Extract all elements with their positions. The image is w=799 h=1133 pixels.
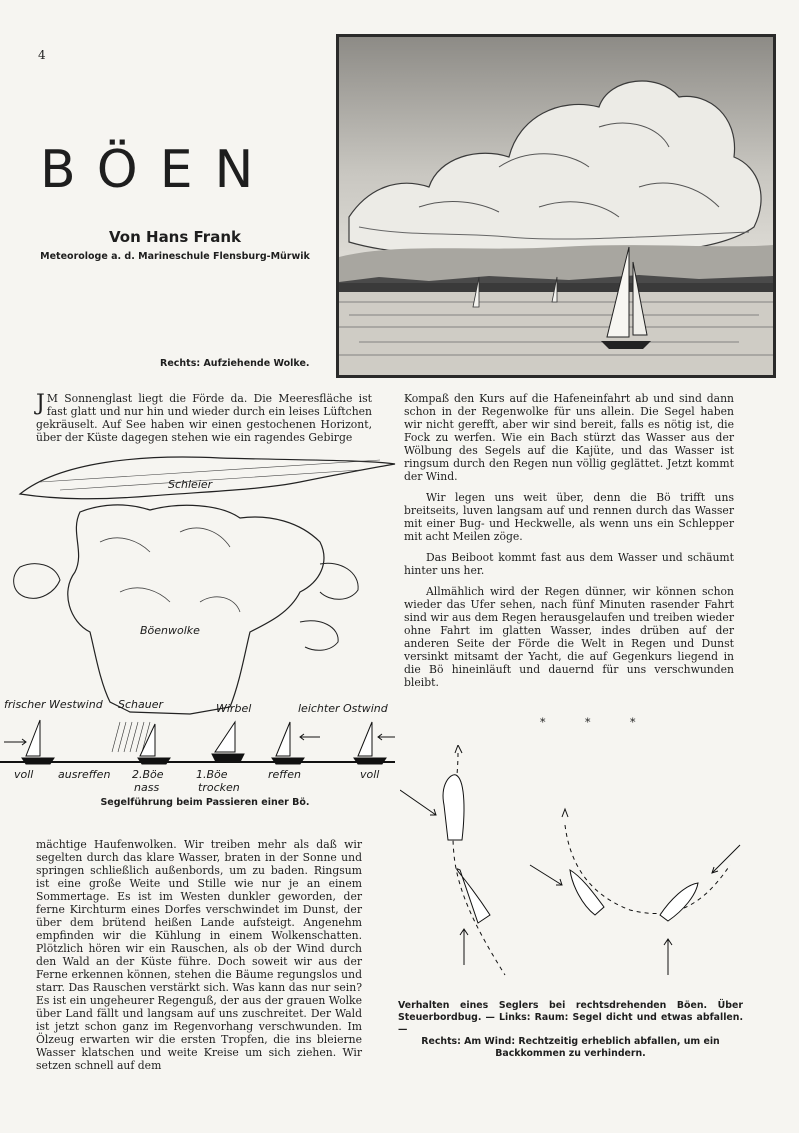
label-voll-right: voll — [360, 768, 380, 781]
boat-left-1 — [443, 775, 464, 840]
intro-paragraph: M Sonnenglast liegt die Förde da. Die Meeresfläche ist fast glatt und nur hin und wieder durch ein leises Lüftchen gekräuselt. Auf See haben wir einen gestochenen Horizont, über der Küste dagegen stehen wie ein ragendes Gebirge — [36, 392, 372, 444]
cloud-painting-art — [339, 37, 773, 375]
boat-right-2 — [660, 883, 698, 921]
boat-reffen — [276, 722, 290, 756]
label-ausreffen: ausreffen — [58, 768, 111, 781]
label-nass: nass — [134, 781, 160, 794]
label-wirbel: Wirbel — [216, 702, 252, 715]
paragraph-wir-legen: Wir legen uns weit über, denn die Bö trifft uns breitseits, luven langsam auf und rennen durch das Wasser mit einer Bug- und Heckwelle, als wenn uns ein Schlepper mit acht Meilen zöge. — [404, 491, 734, 543]
label-boe2: 2.Böe — [132, 768, 164, 781]
article-text-intro — [36, 392, 372, 444]
cloud-painting — [336, 34, 776, 378]
boat-voll-left — [26, 720, 40, 756]
page-number: 4 — [38, 48, 46, 62]
painting-caption: Rechts: Aufziehende Wolke. — [160, 358, 310, 369]
diagram2-caption — [398, 1000, 743, 1060]
sailing-manoeuvre-diagram — [400, 745, 780, 985]
caption2-line1: Verhalten eines Seglers bei rechtsdrehenden Böen. Über Steuerbordbug. — Links: Raum: Segel dicht und etwas abfallen. — — [398, 1000, 743, 1035]
article-title: BÖEN — [40, 140, 276, 200]
label-schleier: Schleier — [168, 478, 213, 491]
label-boenwolke: Böenwolke — [140, 624, 200, 637]
drop-cap: J — [36, 391, 45, 416]
caption2-line2: Rechts: Am Wind: Rechtzeitig erheblich abfallen, um ein Backkommen zu verhindern. — [421, 1036, 720, 1059]
article-text-continued: mächtige Haufenwolken. Wir treiben mehr als daß wir segelten durch das klare Wasser, braten in der Sonne und springen schließlich außenbords, um zu baden. Ringsum ist eine große Weite und Stille wie nur je an einem Sommertage. Es ist im Westen dunkler geworden, der ferne Kirchturm eines Dorfes verschwindet im Dunst, der über dem brütend heißen Lande aufsteigt. Angenehm empfinden wir die Kühlung in einem Wolkenschatten. Plötzlich hören wir ein Rauschen, als ob der Wind durch den Wald an der Küste führe. Doch soweit wir aus der Ferne erkennen können, stehen die Bäume regungslos und starr. Das Rauschen verstärkt sich. Was kann das nur sein? Es ist ein ungeheurer Regenguß, der aus der grauen Wolke über Land fällt und langsam auf uns zuschreitet. Der Wald ist jetzt schon ganz im Regenvorhang verschwunden. Im Ölzeug erwarten wir die ersten Tropfen, die ins bleierne Wasser klatschen und weite Kreise um sich ziehen. Wir setzen schnell auf dem — [36, 838, 362, 1072]
label-boe1: 1.Böe — [196, 768, 228, 781]
label-schauer: Schauer — [118, 698, 164, 711]
wind-arrows — [4, 734, 395, 745]
paragraph-allmaehlich: Allmählich wird der Regen dünner, wir können schon wieder das Ufer sehen, nach fünf Minuten rasender Fahrt sind wir aus dem Regen herausgelaufen und treiben wieder ohne Fahrt im glatten Wasser, indes drüben auf der anderen Seite der Förde die Welt in Regen und Dunst versinkt mitsamt der Yacht, die auf Gegenkurs liegend in die Bö hineinläuft und dauernd für uns verschwunden bleibt. — [404, 585, 734, 689]
section-break-stars: * * * — [540, 716, 654, 729]
squall-diagram — [0, 452, 400, 798]
article-text-right-column — [404, 392, 734, 697]
boat-voll-right — [358, 722, 372, 756]
label-voll-left: voll — [14, 768, 34, 781]
label-reffen: reffen — [268, 768, 301, 781]
diagram1-caption: Segelführung beim Passieren einer Bö. — [100, 797, 310, 808]
label-leichter-ostwind: leichter Ostwind — [298, 702, 388, 715]
label-frischer-westwind: frischer Westwind — [4, 698, 103, 711]
boat-left-2 — [457, 869, 490, 923]
label-trocken: trocken — [198, 781, 240, 794]
paragraph-beiboot: Das Beiboot kommt fast aus dem Wasser und schäumt hinter uns her. — [404, 551, 734, 577]
cumulonimbus-outline — [68, 505, 324, 714]
author-line: Von Hans Frank — [109, 228, 241, 246]
paragraph-kompass: Kompaß den Kurs auf die Hafeneinfahrt ab und sind dann schon in der Regenwolke für uns allein. Die Segel haben wir nicht gerefft, aber wir sind bereit, falls es nötig ist, die Fock zu werfen. Wie ein Bach stürzt das Wasser aus der Wölbung des Segels auf die Kajüte, und das Wasser ist ringsum durch den Regen nun völlig geglättet. Jetzt kommt der Wind. — [404, 392, 734, 483]
author-affiliation: Meteorologe a. d. Marineschule Flensburg-Mürwik — [40, 251, 310, 262]
boat-right-1 — [570, 870, 604, 915]
boat-reffen-mid — [215, 722, 235, 752]
